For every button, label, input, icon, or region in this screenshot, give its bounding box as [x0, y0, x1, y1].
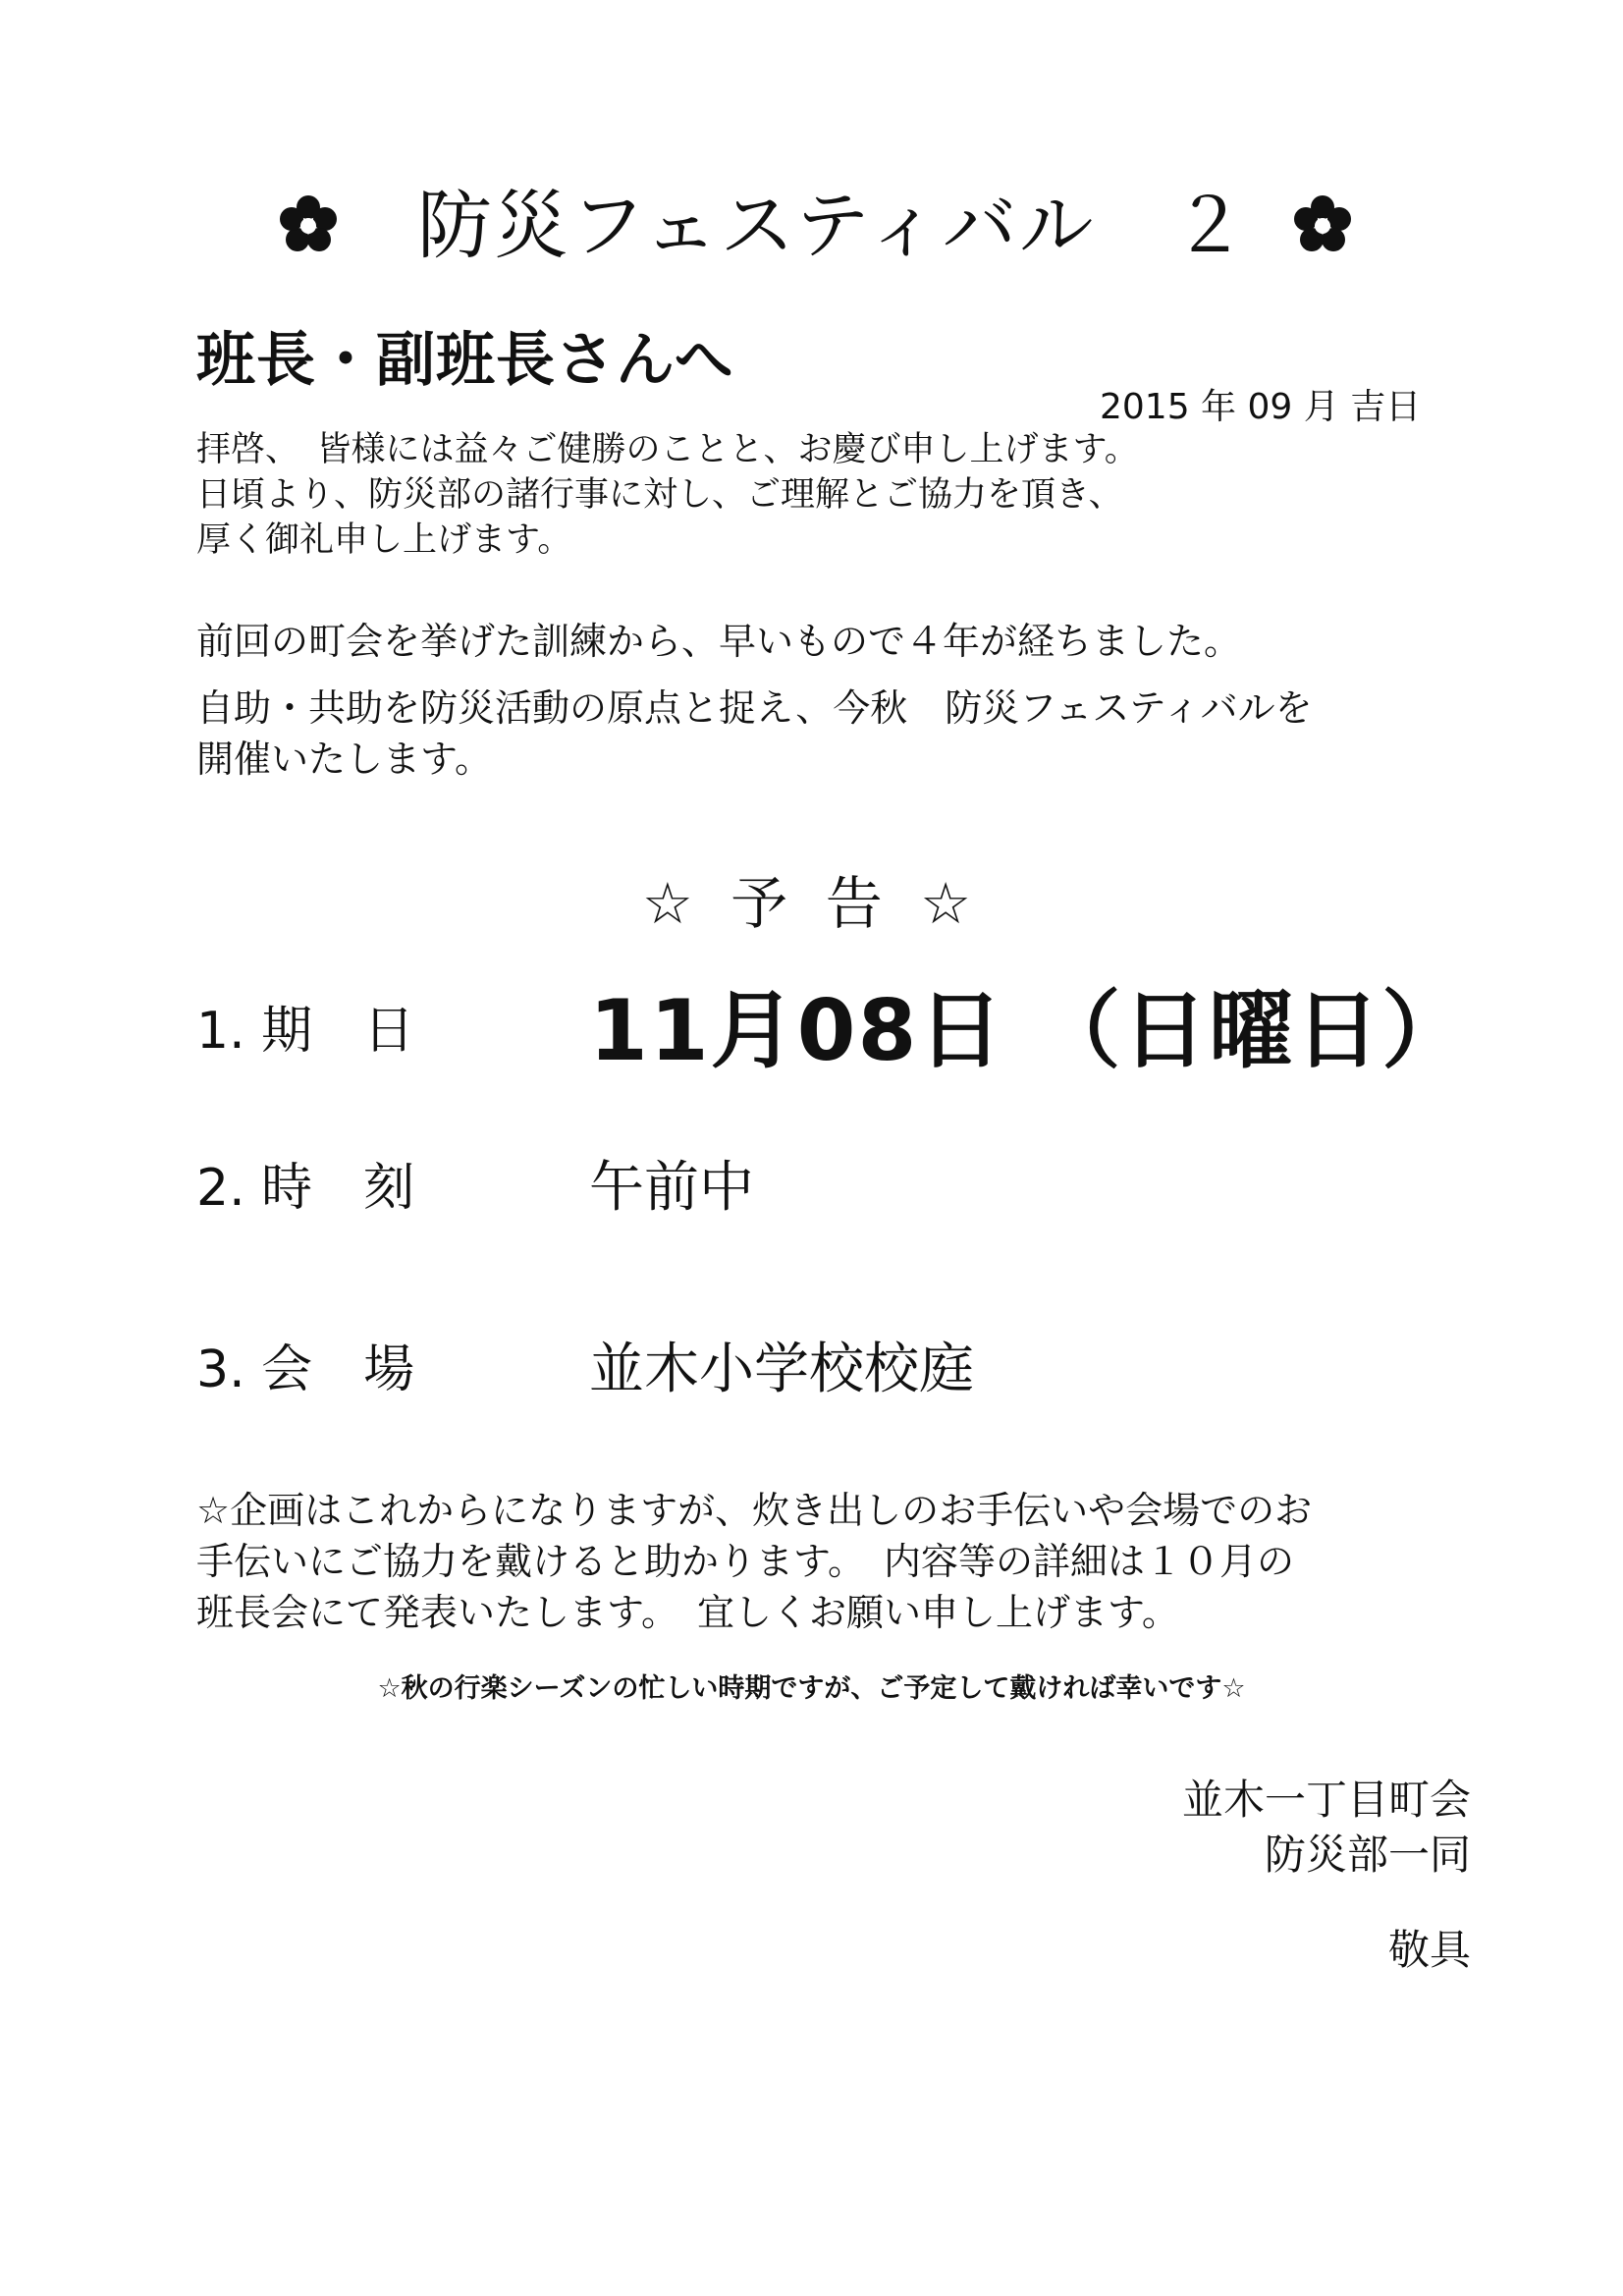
greeting-paragraph — [196, 427, 1139, 563]
plan-line: 班長会にて発表いたします。 宜しくお願い申し上げます。 — [196, 1591, 1179, 1634]
organization-signature — [1182, 1773, 1471, 1883]
seasonal-note: ☆秋の行楽シーズンの忙しい時期ですが、ご予定して戴ければ幸いです☆ — [377, 1673, 1246, 1704]
organization-department: 防災部一同 — [1264, 1831, 1471, 1879]
greeting-line: 日頃より、防災部の諸行事に対し、ご理解とご協力を頂き、 — [196, 475, 1123, 515]
issue-date: 2015 年 09 月 吉日 — [1100, 387, 1422, 427]
page-title: 防災フェスティバル ２ — [417, 182, 1249, 269]
plan-note — [196, 1485, 1312, 1638]
time-label: 2. 時 刻 — [196, 1159, 415, 1218]
plan-line: 手伝いにご協力を戴けると助かります。 内容等の詳細は１０月の — [196, 1540, 1294, 1583]
flower-icon — [1291, 193, 1354, 256]
addressee: 班長・副班長さんへ — [196, 326, 734, 395]
intro-line: 自助・共助を防災活動の原点と捉え、今秋 防災フェスティバルを — [196, 686, 1313, 730]
intro-line: 開催いたします。 — [196, 738, 492, 781]
notice-heading: ☆ 予 告 ☆ — [641, 870, 982, 937]
previous-training-paragraph: 前回の町会を挙げた訓練から、早いもので４年が経ちました。 — [196, 620, 1242, 663]
venue-value: 並木小学校校庭 — [589, 1338, 974, 1401]
title-row — [0, 172, 1623, 280]
time-value: 午前中 — [589, 1156, 754, 1220]
organization-name: 並木一丁目町会 — [1181, 1776, 1471, 1824]
festival-intro-paragraph — [196, 683, 1313, 785]
greeting-line: 厚く御礼申し上げます。 — [196, 520, 572, 560]
flower-icon — [277, 193, 340, 256]
date-value: 11月08日 （日曜日） — [589, 982, 1469, 1080]
closing-word: 敬具 — [1387, 1926, 1471, 1974]
greeting-line: 拝啓、 皆様には益々ご健勝のことと、お慶び申し上げます。 — [196, 430, 1139, 469]
date-label: 1. 期 日 — [196, 1002, 415, 1061]
plan-line: ☆企画はこれからになりますが、炊き出しのお手伝いや会場でのお — [196, 1489, 1313, 1532]
venue-label: 3. 会 場 — [196, 1340, 415, 1399]
